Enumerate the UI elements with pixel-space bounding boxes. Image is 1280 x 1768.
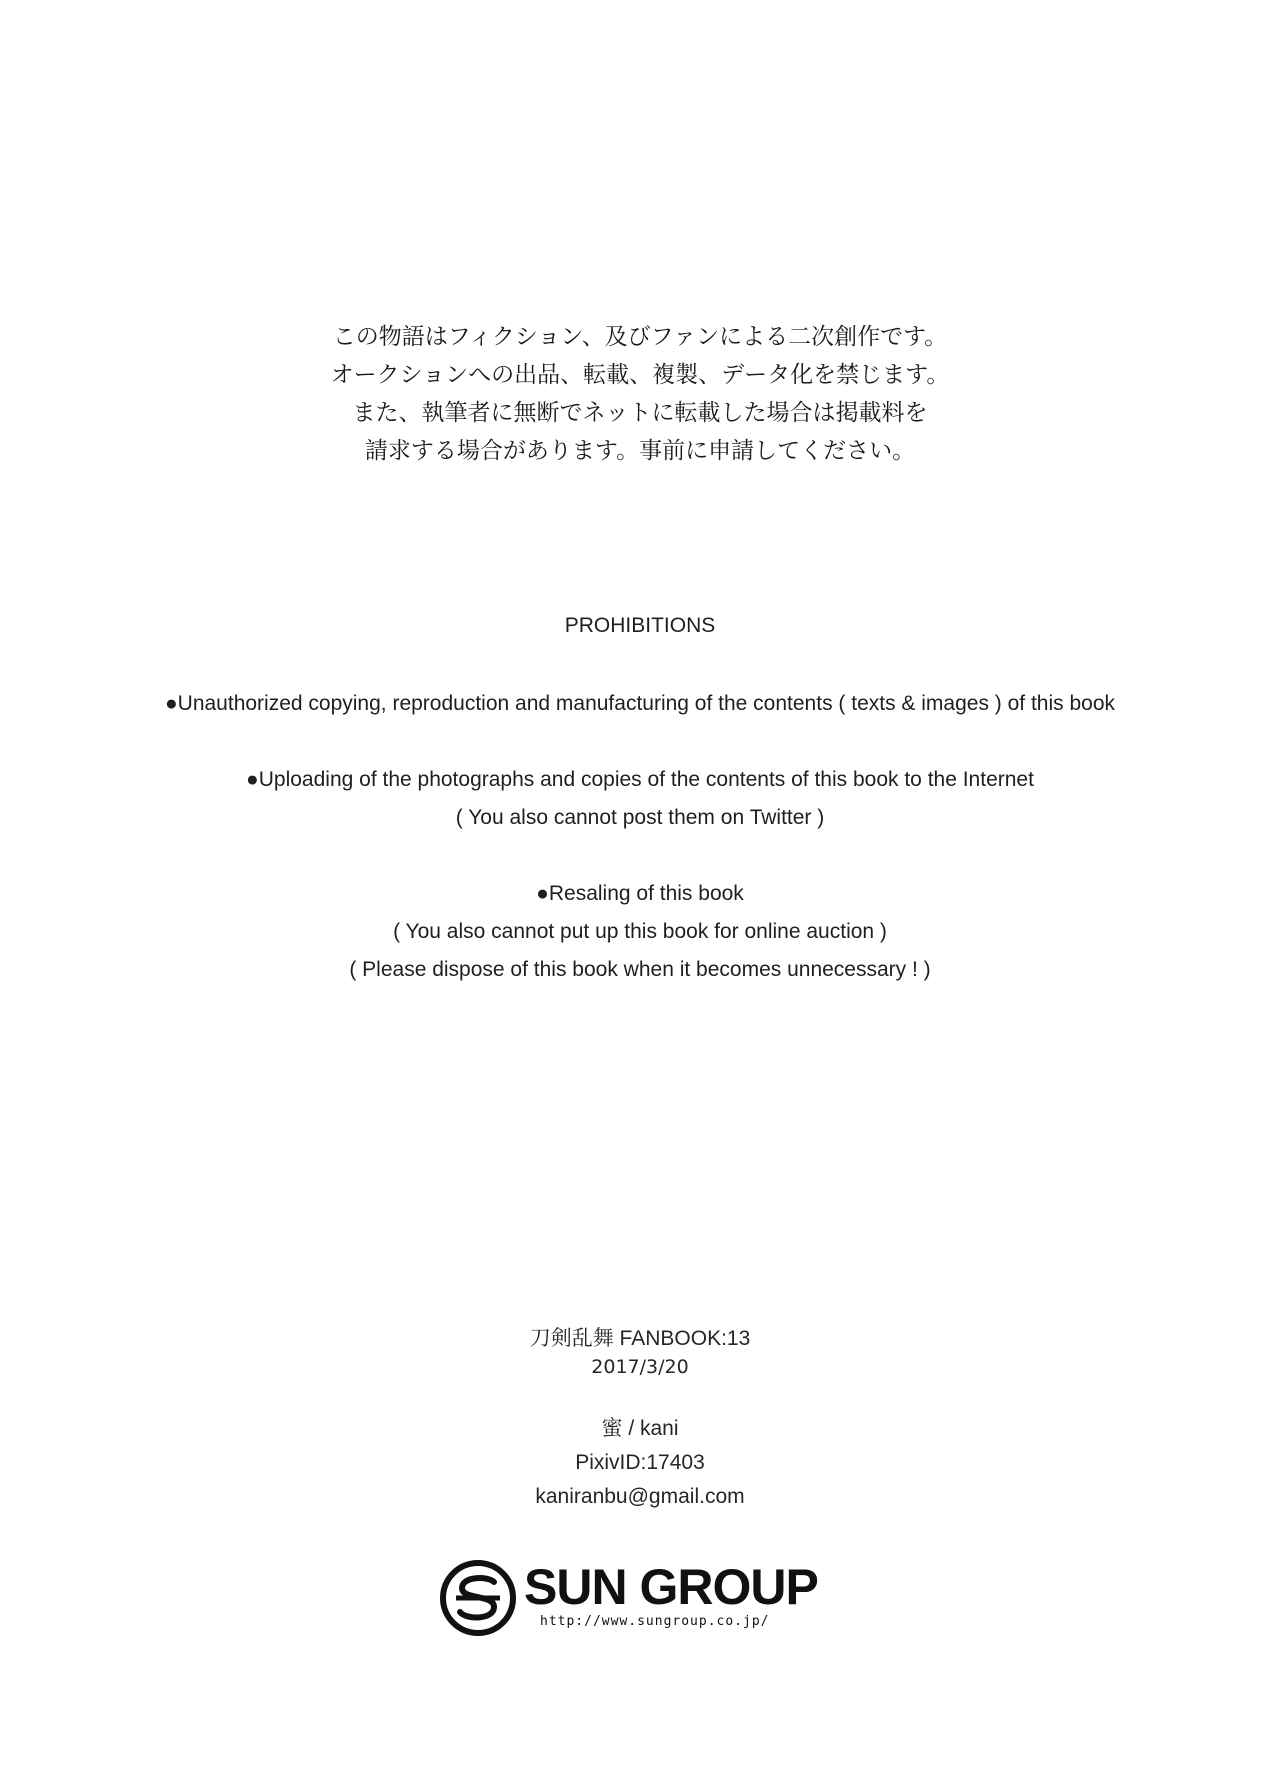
- notice-line: 請求する場合があります。事前に申請してください。: [364, 438, 916, 464]
- prohibition-line: ( Please dispose of this book when it becomes unnecessary ! ): [349, 958, 931, 981]
- colophon-date: 2017/3/20: [591, 1356, 689, 1378]
- notice-japanese: [140, 318, 1140, 470]
- sun-group-emblem-icon: [440, 1560, 516, 1636]
- logo-url: http://www.sungroup.co.jp/: [540, 1614, 770, 1629]
- sun-group-logo: [440, 1556, 840, 1646]
- prohibition-line: ( You also cannot post them on Twitter ): [455, 806, 825, 829]
- prohibition-line: ●Resaling of this book: [536, 882, 744, 905]
- prohibition-item: [60, 875, 1220, 989]
- prohibition-line: ( You also cannot put up this book for online auction ): [393, 920, 887, 943]
- author-name: 蜜 / kani: [601, 1417, 679, 1440]
- pixiv-id: PixivID:17403: [575, 1451, 705, 1474]
- colophon-credits: [340, 1412, 940, 1514]
- prohibition-item: [60, 685, 1220, 723]
- prohibition-line: ●Unauthorized copying, reproduction and manufacturing of the contents ( texts & images ) of this book: [164, 692, 1116, 715]
- prohibitions-title: PROHIBITIONS: [564, 614, 716, 637]
- notice-line: また、執筆者に無断でネットに転載した場合は掲載料を: [352, 400, 928, 426]
- logo-name: SUN GROUP: [524, 1559, 818, 1615]
- contact-email: kaniranbu@gmail.com: [535, 1485, 745, 1508]
- colophon-title: 刀剣乱舞 FANBOOK:13: [529, 1327, 751, 1350]
- notice-line: オークションへの出品、転載、複製、データ化を禁じます。: [330, 362, 950, 388]
- notice-line: この物語はフィクション、及びファンによる二次創作です。: [332, 324, 948, 350]
- prohibition-line: ●Uploading of the photographs and copies of the contents of this book to the Internet: [246, 768, 1034, 791]
- prohibition-item: [60, 761, 1220, 837]
